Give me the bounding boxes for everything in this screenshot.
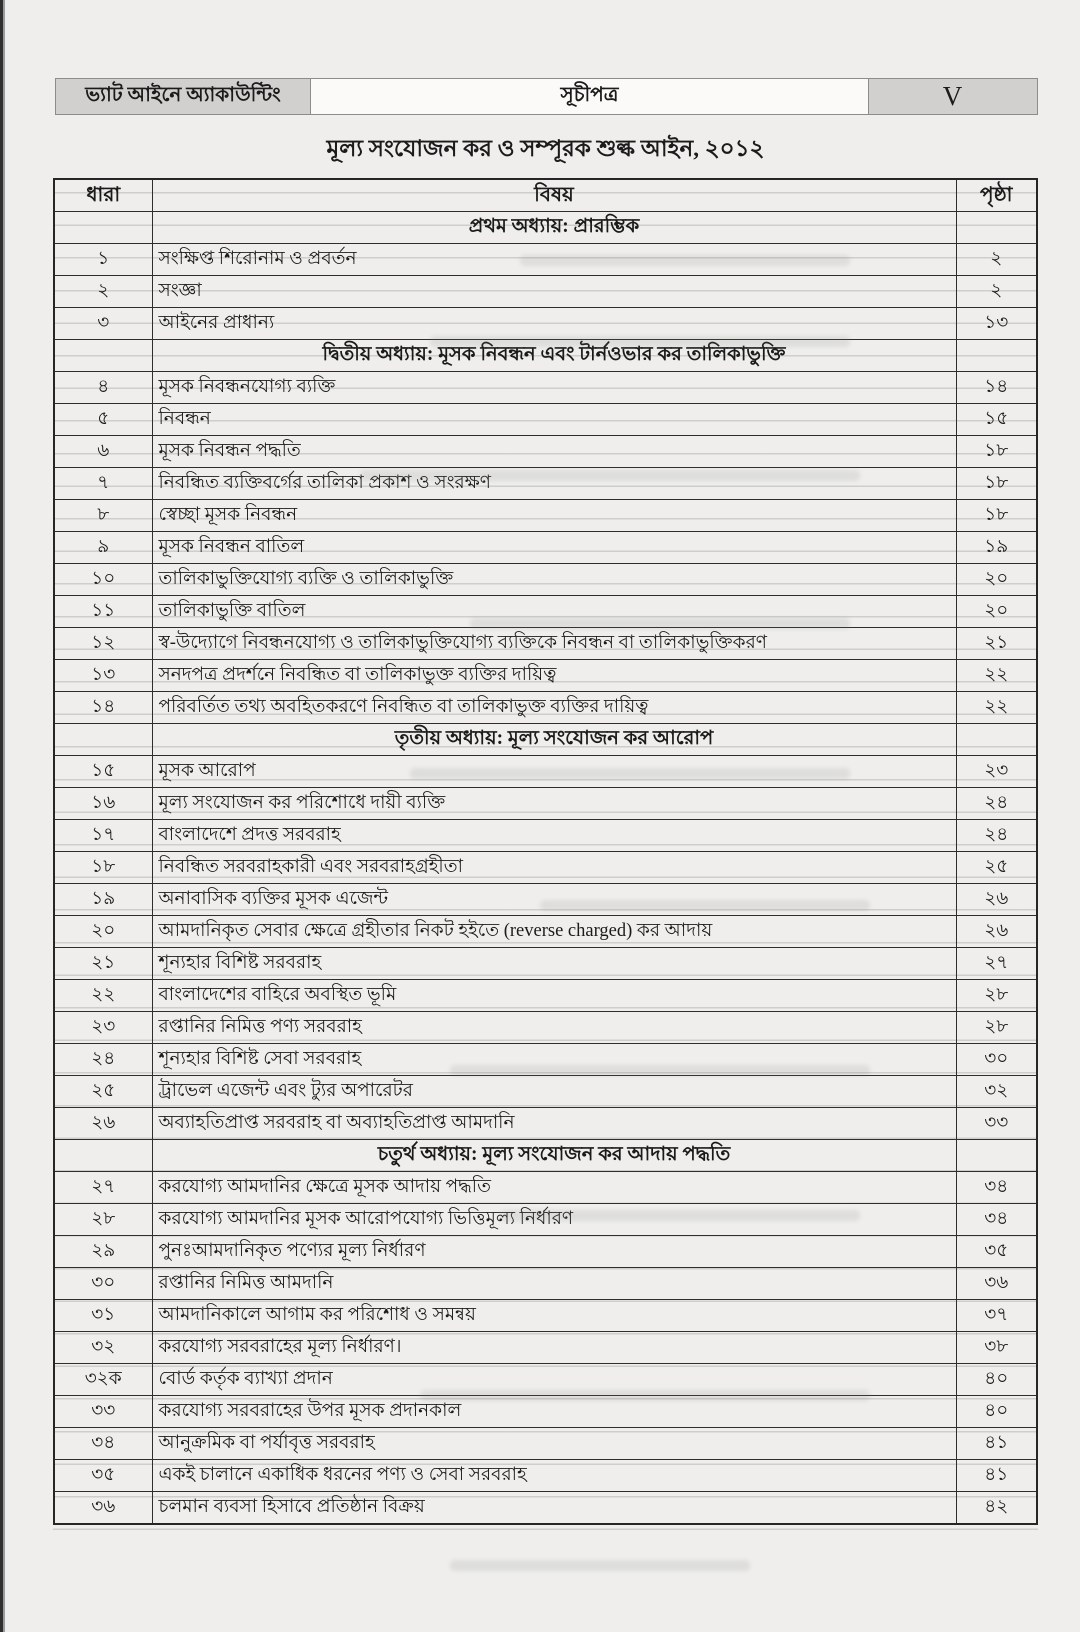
bleed-through-smudge — [410, 768, 850, 779]
column-header-page: পৃষ্ঠা — [956, 179, 1037, 212]
serial-cell: ৪ — [54, 372, 152, 404]
table-row — [54, 500, 1037, 532]
serial-cell: ২০ — [54, 916, 152, 948]
subject-cell: রপ্তানির নিমিত্ত আমদানি — [152, 1268, 956, 1300]
serial-cell: ৯ — [54, 532, 152, 564]
table-row — [54, 1428, 1037, 1460]
page-cell: ১৫ — [956, 404, 1037, 436]
page-cell: ২৭ — [956, 948, 1037, 980]
page-cell: ২৪ — [956, 788, 1037, 820]
serial-cell: ২১ — [54, 948, 152, 980]
serial-cell: ২২ — [54, 980, 152, 1012]
subject-cell: বাংলাদেশে প্রদত্ত সরবরাহ — [152, 820, 956, 852]
page-cell: ১৯ — [956, 532, 1037, 564]
page-cell: ৩৫ — [956, 1236, 1037, 1268]
serial-cell: ৩ — [54, 308, 152, 340]
subject-cell: বোর্ড কর্তৃক ব্যাখ্যা প্রদান — [152, 1364, 956, 1396]
table-row — [54, 1332, 1037, 1364]
page-cell: ১৮ — [956, 436, 1037, 468]
subject-cell: শূন্যহার বিশিষ্ট সেবা সরবরাহ — [152, 1044, 956, 1076]
page-cell: ২৬ — [956, 884, 1037, 916]
serial-cell: ৩২ক — [54, 1364, 152, 1396]
serial-cell: ১৬ — [54, 788, 152, 820]
table-row — [54, 692, 1037, 724]
subject-cell: মূসক নিবন্ধন পদ্ধতি — [152, 436, 956, 468]
page-cell: ৪০ — [956, 1364, 1037, 1396]
subject-cell: আইনের প্রাধান্য — [152, 308, 956, 340]
serial-cell: ৩৪ — [54, 1428, 152, 1460]
page-cell: ২৫ — [956, 852, 1037, 884]
table-row — [54, 1492, 1037, 1525]
subject-cell: অব্যাহতিপ্রাপ্ত সরবরাহ বা অব্যাহতিপ্রাপ্ত আমদানি — [152, 1108, 956, 1140]
subject-cell: শূন্যহার বিশিষ্ট সরবরাহ — [152, 948, 956, 980]
table-row — [54, 628, 1037, 660]
chapter-title: তৃতীয় অধ্যায়: মূল্য সংযোজন কর আরোপ — [152, 724, 956, 756]
table-row — [54, 980, 1037, 1012]
table-row — [54, 1108, 1037, 1140]
page-cell: ১৮ — [956, 500, 1037, 532]
serial-cell: ১৮ — [54, 852, 152, 884]
chapter-title: প্রথম অধ্যায়: প্রারম্ভিক — [152, 212, 956, 244]
page-cell: ২৮ — [956, 980, 1037, 1012]
serial-cell: ২৫ — [54, 1076, 152, 1108]
table-row — [54, 404, 1037, 436]
table-row — [54, 532, 1037, 564]
page-cell: ৩৭ — [956, 1300, 1037, 1332]
subject-cell: মূসক নিবন্ধনযোগ্য ব্যক্তি — [152, 372, 956, 404]
serial-cell: ৩১ — [54, 1300, 152, 1332]
column-header-serial: ধারা — [54, 179, 152, 212]
page-cell: ২৩ — [956, 756, 1037, 788]
page-cell — [956, 340, 1037, 372]
running-head-bar — [55, 78, 1038, 115]
serial-cell — [54, 1140, 152, 1172]
subject-cell: স্বেচ্ছা মূসক নিবন্ধন — [152, 500, 956, 532]
page-cell: ৩৮ — [956, 1332, 1037, 1364]
serial-cell — [54, 212, 152, 244]
serial-cell: ৫ — [54, 404, 152, 436]
table-row — [54, 820, 1037, 852]
table-row — [54, 948, 1037, 980]
serial-cell: ২৭ — [54, 1172, 152, 1204]
subject-cell: পুনঃআমদানিকৃত পণ্যের মূল্য নির্ধারণ — [152, 1236, 956, 1268]
page-cell: ৩০ — [956, 1044, 1037, 1076]
bleed-through-smudge — [500, 1210, 860, 1221]
bleed-through-smudge — [420, 1390, 870, 1401]
serial-cell: ১২ — [54, 628, 152, 660]
serial-cell: ৩২ — [54, 1332, 152, 1364]
serial-cell: ১৭ — [54, 820, 152, 852]
toc-body — [54, 212, 1037, 1525]
page-cell: ২ — [956, 276, 1037, 308]
subject-cell: নিবন্ধিত ব্যক্তিবর্গের তালিকা প্রকাশ ও সংরক্ষণ — [152, 468, 956, 500]
page-cell: ১৮ — [956, 468, 1037, 500]
serial-cell: ১৯ — [54, 884, 152, 916]
page-cell: ১৩ — [956, 308, 1037, 340]
table-row — [54, 1172, 1037, 1204]
page-cell: ৪১ — [956, 1460, 1037, 1492]
serial-cell: ৭ — [54, 468, 152, 500]
page-cell — [956, 212, 1037, 244]
subject-cell: একই চালানে একাধিক ধরনের পণ্য ও সেবা সরবরাহ — [152, 1460, 956, 1492]
page-cell: ৩২ — [956, 1076, 1037, 1108]
subject-cell: সংজ্ঞা — [152, 276, 956, 308]
table-row — [54, 308, 1037, 340]
subject-cell: তালিকাভুক্তি বাতিল — [152, 596, 956, 628]
subject-cell: অনাবাসিক ব্যক্তির মূসক এজেন্ট — [152, 884, 956, 916]
page-cell: ৩৬ — [956, 1268, 1037, 1300]
serial-cell: ২ — [54, 276, 152, 308]
page-number-label: V — [868, 78, 1038, 115]
subject-cell: তালিকাভুক্তিযোগ্য ব্যক্তি ও তালিকাভুক্তি — [152, 564, 956, 596]
serial-cell: ১৪ — [54, 692, 152, 724]
chapter-title: চতুর্থ অধ্যায়: মূল্য সংযোজন কর আদায় পদ্ধতি — [152, 1140, 956, 1172]
page-cell: ২৬ — [956, 916, 1037, 948]
subject-cell: বাংলাদেশের বাহিরে অবস্থিত ভূমি — [152, 980, 956, 1012]
chapter-heading-row — [54, 1140, 1037, 1172]
column-header-subject: বিষয় — [152, 179, 956, 212]
table-row — [54, 276, 1037, 308]
serial-cell: ১০ — [54, 564, 152, 596]
serial-cell: ৮ — [54, 500, 152, 532]
toc-header-row — [54, 179, 1037, 212]
page-cell: ৪০ — [956, 1396, 1037, 1428]
chapter-title: দ্বিতীয় অধ্যায়: মূসক নিবন্ধন এবং টার্নওভার কর তালিকাভুক্তি — [152, 340, 956, 372]
toc-table — [53, 178, 1038, 1525]
page-cell: ২৪ — [956, 820, 1037, 852]
subject-cell: চলমান ব্যবসা হিসাবে প্রতিষ্ঠান বিক্রয় — [152, 1492, 956, 1525]
table-row — [54, 1300, 1037, 1332]
subject-cell: করযোগ্য সরবরাহের মূল্য নির্ধারণ। — [152, 1332, 956, 1364]
serial-cell: ৩৫ — [54, 1460, 152, 1492]
contents-heading-tab: সূচীপত্র — [311, 78, 868, 115]
subject-cell: নিবন্ধিত সরবরাহকারী এবং সরবরাহগ্রহীতা — [152, 852, 956, 884]
table-row — [54, 1236, 1037, 1268]
subject-cell: আনুক্রমিক বা পর্যাবৃত্ত সরবরাহ — [152, 1428, 956, 1460]
subject-cell: মূসক আরোপ — [152, 756, 956, 788]
table-row — [54, 788, 1037, 820]
table-row — [54, 1268, 1037, 1300]
page-cell — [956, 1140, 1037, 1172]
page-cell: ৩৩ — [956, 1108, 1037, 1140]
page-cell: ৩৪ — [956, 1204, 1037, 1236]
page-cell: ২০ — [956, 564, 1037, 596]
page-cell: ২ — [956, 244, 1037, 276]
table-row — [54, 436, 1037, 468]
bleed-through-smudge — [430, 336, 850, 347]
subject-cell: নিবন্ধন — [152, 404, 956, 436]
page-cell: ৪২ — [956, 1492, 1037, 1525]
chapter-heading-row — [54, 724, 1037, 756]
table-row — [54, 916, 1037, 948]
serial-cell: ৩৩ — [54, 1396, 152, 1428]
table-row — [54, 372, 1037, 404]
serial-cell: ২৯ — [54, 1236, 152, 1268]
serial-cell — [54, 724, 152, 756]
serial-cell: ২৪ — [54, 1044, 152, 1076]
table-row — [54, 1012, 1037, 1044]
page-cell: ২১ — [956, 628, 1037, 660]
serial-cell: ১১ — [54, 596, 152, 628]
page-cell: ২২ — [956, 692, 1037, 724]
scan-edge-shadow — [0, 0, 6, 1632]
serial-cell: ৩৬ — [54, 1492, 152, 1525]
document-title: মূল্য সংযোজন কর ও সম্পূরক শুল্ক আইন, ২০১২ — [326, 136, 765, 161]
serial-cell: ২৮ — [54, 1204, 152, 1236]
chapter-heading-row — [54, 212, 1037, 244]
subject-cell: রপ্তানির নিমিত্ত পণ্য সরবরাহ — [152, 1012, 956, 1044]
subject-cell: সংক্ষিপ্ত শিরোনাম ও প্রবর্তন — [152, 244, 956, 276]
serial-cell: ৬ — [54, 436, 152, 468]
serial-cell: ২৩ — [54, 1012, 152, 1044]
table-row — [54, 1076, 1037, 1108]
page-cell: ২২ — [956, 660, 1037, 692]
serial-cell — [54, 340, 152, 372]
bleed-through-smudge — [520, 255, 850, 266]
bleed-through-smudge — [360, 470, 860, 481]
subject-cell: স্ব-উদ্যোগে নিবন্ধনযোগ্য ও তালিকাভুক্তিযোগ্য ব্যক্তিকে নিবন্ধন বা তালিকাভুক্তিকরণ — [152, 628, 956, 660]
bleed-through-smudge — [470, 618, 850, 629]
serial-cell: ১ — [54, 244, 152, 276]
serial-cell: ২৬ — [54, 1108, 152, 1140]
page-cell: ২৮ — [956, 1012, 1037, 1044]
page-cell: ১৪ — [956, 372, 1037, 404]
table-row — [54, 1460, 1037, 1492]
table-row — [54, 660, 1037, 692]
page-cell: ৪১ — [956, 1428, 1037, 1460]
subject-cell: ট্রাভেল এজেন্ট এবং ট্যুর অপারেটর — [152, 1076, 956, 1108]
subject-cell: পরিবর্তিত তথ্য অবহিতকরণে নিবন্ধিত বা তালিকাভুক্ত ব্যক্তির দায়িত্ব — [152, 692, 956, 724]
page-cell: ৩৪ — [956, 1172, 1037, 1204]
subject-cell: মূসক নিবন্ধন বাতিল — [152, 532, 956, 564]
subject-cell: করযোগ্য সরবরাহের উপর মূসক প্রদানকাল — [152, 1396, 956, 1428]
serial-cell: ১৫ — [54, 756, 152, 788]
bleed-through-smudge — [540, 900, 870, 911]
bleed-through-smudge — [450, 1065, 870, 1076]
table-row — [54, 564, 1037, 596]
page-cell: ২০ — [956, 596, 1037, 628]
subject-cell: করযোগ্য আমদানির মূসক আরোপযোগ্য ভিত্তিমূল্য নির্ধারণ — [152, 1204, 956, 1236]
book-title-tab: ভ্যাট আইনে অ্যাকাউন্টিং — [55, 78, 311, 115]
subject-cell: মূল্য সংযোজন কর পরিশোধে দায়ী ব্যক্তি — [152, 788, 956, 820]
page-cell — [956, 724, 1037, 756]
toc-container — [53, 178, 1038, 1556]
subject-cell: সনদপত্র প্রদর্শনে নিবন্ধিত বা তালিকাভুক্ত ব্যক্তির দায়িত্ব — [152, 660, 956, 692]
serial-cell: ১৩ — [54, 660, 152, 692]
subject-cell: আমদানিকালে আগাম কর পরিশোধ ও সমন্বয় — [152, 1300, 956, 1332]
subject-cell: করযোগ্য আমদানির ক্ষেত্রে মূসক আদায় পদ্ধতি — [152, 1172, 956, 1204]
subject-cell: আমদানিকৃত সেবার ক্ষেত্রে গ্রহীতার নিকট হইতে (reverse charged) কর আদায় — [152, 916, 956, 948]
serial-cell: ৩০ — [54, 1268, 152, 1300]
bleed-through-smudge — [450, 1560, 750, 1571]
table-row — [54, 852, 1037, 884]
